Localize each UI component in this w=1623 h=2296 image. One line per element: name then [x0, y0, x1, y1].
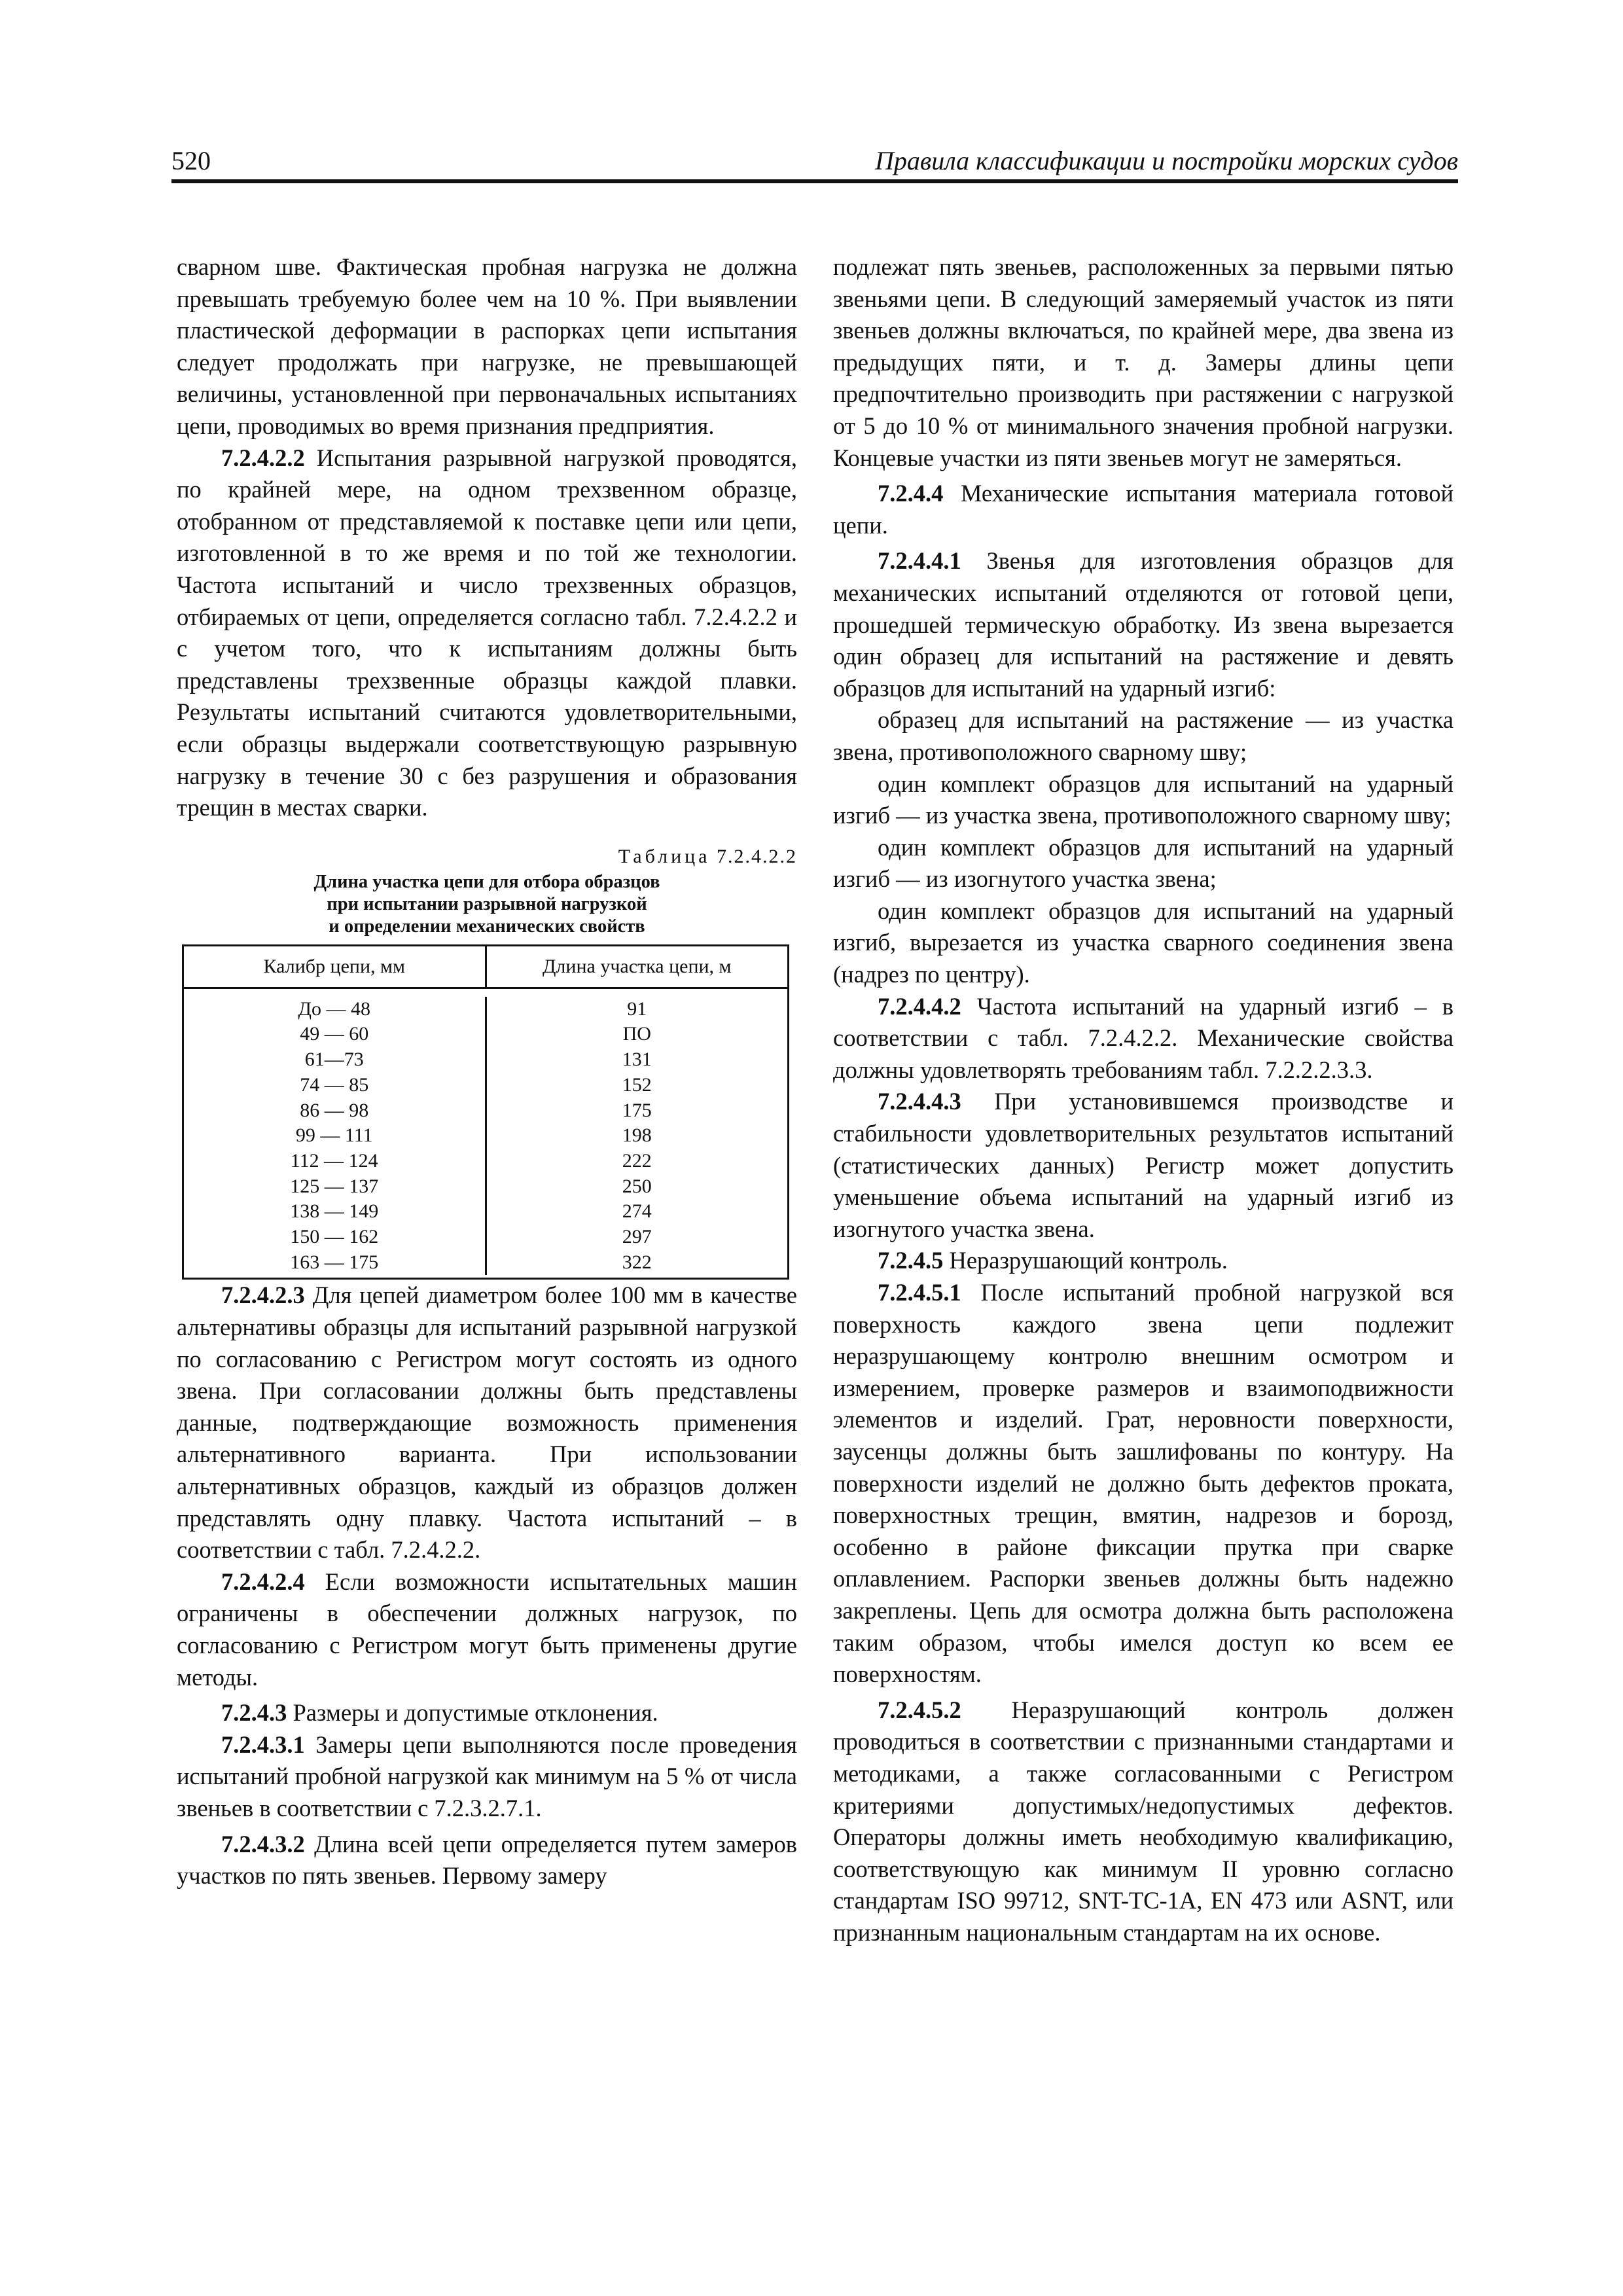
section-number: 7.2.4.2.2: [221, 444, 305, 471]
section-number: 7.2.4.5.2: [878, 1696, 961, 1723]
page-number: 520: [171, 146, 211, 175]
paragraph-7-2-4-4-2: [833, 991, 1454, 1086]
table-cell: 131: [622, 1049, 652, 1071]
table-cell: 91: [627, 997, 647, 1020]
paragraph-text: Неразрушающий контроль.: [949, 1247, 1228, 1274]
paragraph-text: Длина всей цепи определяется путем замеров участков по пять звеньев. Первому замеру: [177, 1830, 797, 1890]
table-cell: 112 — 124: [290, 1149, 378, 1172]
right-column: [833, 251, 1454, 1948]
paragraph-text: один комплект образцов для испытаний на ударный изгиб, вырезается из участка сварного соединения звена (надрез по центру).: [833, 897, 1454, 988]
column-header-caliber: Калибр цепи, мм: [184, 946, 487, 987]
paragraph-continued: [177, 251, 797, 442]
paragraph-7-2-4-3: [177, 1697, 797, 1729]
paragraph-7-2-4-4-3: [833, 1086, 1454, 1245]
section-number: 7.2.4.2.4: [221, 1568, 305, 1595]
table-cell: До — 48: [298, 997, 370, 1020]
paragraph-text: сварном шве. Фактическая пробная нагрузка не должна превышать требуемую более чем на 10 %. При выявлении пластической деформации в распорках цепи испытания следует продолжать при нагрузке, не превышающей величины, установленной при первоначальных испытаниях цепи, проводимых во время признания предприятия.: [177, 253, 797, 439]
paragraph-7-2-4-5: [833, 1245, 1454, 1277]
table-label: [177, 845, 797, 869]
table-7-2-4-2-2: [177, 845, 797, 1280]
paragraph-text: При установившемся производстве и стабильности удовлетворительных результатов испытаний (статистических данных) Регистр может допустить уменьшение объема испытаний на ударный изгиб из изогнутого участка звена.: [833, 1088, 1454, 1242]
paragraph-7-2-4-4-1: [833, 545, 1454, 704]
section-number: 7.2.4.4.3: [878, 1088, 961, 1115]
paragraph-text: Размеры и допустимые отклонения.: [293, 1699, 658, 1727]
table-cell: 138 — 149: [290, 1200, 379, 1223]
table-cell: 99 — 111: [295, 1124, 373, 1147]
paragraph-text: подлежат пять звеньев, расположенных за первыми пятью звеньями цепи. В следующий замеряемый участок из пяти звеньев должны включаться, по крайней мере, два звена из предыдущих пяти, и т. д. Замеры длины цепи предпочтительно производить при растяжении с нагрузкой от 5 до 10 % от минимального значения пробной нагрузки. Концевые участки из пяти звеньев могут не замеряться.: [833, 253, 1454, 471]
section-number: 7.2.4.4.1: [878, 547, 961, 575]
page-header: [171, 143, 1458, 183]
list-item-impact-bent: [833, 832, 1454, 895]
table-title: [177, 871, 797, 938]
table-title-line: и определении механических свойств: [329, 916, 645, 937]
paragraph-text: Частота испытаний на ударный изгиб – в соответствии с табл. 7.2.4.2.2. Механические свойства должны удовлетворять требованиям табл. 7.2.2.2.3.3.: [833, 992, 1454, 1083]
paragraph-7-2-4-2-2: [177, 442, 797, 824]
section-number: 7.2.4.2.3: [221, 1282, 305, 1309]
table-cell: 163 — 175: [290, 1251, 379, 1273]
column-header-length: Длина участка цепи, м: [542, 955, 732, 977]
table-cell: ПО: [622, 1023, 651, 1045]
paragraph-7-2-4-5-2: [833, 1695, 1454, 1949]
table-cell: 198: [622, 1124, 652, 1147]
table-title-line: Длина участка цепи для отбора образцов: [313, 871, 660, 892]
table-label-word: Таблица: [618, 845, 711, 867]
table-cell: 125 — 137: [290, 1175, 379, 1197]
table-cell: 74 — 85: [300, 1073, 369, 1096]
list-item-tensile: [833, 704, 1454, 768]
table-label-number: 7.2.4.2.2: [717, 845, 797, 867]
table-cell: 49 — 60: [300, 1023, 369, 1045]
table-cell: 250: [622, 1175, 652, 1197]
running-title: Правила классификации и постройки морских судов: [874, 146, 1458, 175]
paragraph-text: Механические испытания материала готовой цепи.: [833, 480, 1454, 539]
table-cell: 297: [622, 1226, 652, 1248]
paragraph-7-2-4-4: [833, 478, 1454, 541]
paragraph-text: После испытаний пробной нагрузкой вся поверхность каждого звена цепи подлежит неразрушающему контролю внешним осмотром и измерением, проверке размеров и взаимоподвижности элементов и изделий. Грат, неровности поверхности, заусенцы должны быть зашлифованы по контуру. На поверхности изделий не должно быть дефектов проката, поверхностных трещин, вмятин, надрезов и борозд, особенно в районе фиксации прутка при сварке оплавлением. Распорки звеньев должны быть надежно закреплены. Цепь для осмотра должна быть расположена таким образом, чтобы имелся доступ ко всем ее поверхностям.: [833, 1279, 1454, 1688]
length-column: [487, 997, 788, 1276]
paragraph-text: Для цепей диаметром более 100 мм в качестве альтернативы образцы для испытаний разрывной нагрузкой по согласованию с Регистром могут состоять из одного звена. При согласовании должны быть представлены данные, подтверждающие возможность применения альтернативного варианта. При использовании альтернативных образцов, каждый из образцов должен представлять одну плавку. Частота испытаний – в соответствии с табл. 7.2.4.2.2.: [177, 1282, 798, 1564]
table-cell: 152: [622, 1073, 652, 1096]
table-cell: 86 — 98: [300, 1099, 369, 1121]
data-table: [182, 944, 789, 1280]
table-cell: 274: [622, 1200, 652, 1223]
paragraph-7-2-4-2-4: [177, 1566, 797, 1693]
section-number: 7.2.4.5: [878, 1247, 944, 1274]
list-item-impact-weld: [833, 895, 1454, 991]
paragraph-7-2-4-5-1: [833, 1277, 1454, 1691]
table-title-line: при испытании разрывной нагрузкой: [327, 893, 647, 914]
paragraph-text: Если возможности испытательных машин ограничены в обеспечении должных нагрузок, по согласованию с Регистром могут быть применены другие методы.: [177, 1568, 797, 1691]
section-number: 7.2.4.4.2: [878, 992, 961, 1020]
table-header-row: [184, 946, 787, 989]
paragraph-text: один комплект образцов для испытаний на ударный изгиб — из изогнутого участка звена;: [833, 833, 1454, 893]
section-number: 7.2.4.3.1: [221, 1731, 305, 1758]
section-number: 7.2.4.4: [878, 480, 944, 507]
paragraph-text: образец для испытаний на растяжение — из участка звена, противоположного сварному шву;: [833, 706, 1454, 765]
paragraph-continued: [833, 251, 1454, 474]
section-number: 7.2.4.5.1: [878, 1279, 961, 1306]
list-item-impact-opposite: [833, 768, 1454, 832]
caliber-column: [184, 997, 487, 1276]
paragraph-7-2-4-3-1: [177, 1729, 797, 1825]
left-column: [177, 251, 797, 1892]
paragraph-7-2-4-3-2: [177, 1829, 797, 1892]
table-cell: 150 — 162: [290, 1226, 379, 1248]
table-cell: 222: [622, 1149, 652, 1172]
table-cell: 61—73: [304, 1049, 364, 1071]
table-body: [184, 989, 787, 1278]
section-number: 7.2.4.3: [221, 1699, 287, 1727]
paragraph-text: Звенья для изготовления образцов для механических испытаний отделяются от готовой цепи, прошедшей термическую обработку. Из звена вырезается один образец для испытаний на растяжение и девять образцов для испытаний на ударный изгиб:: [833, 547, 1454, 702]
table-cell: 322: [622, 1251, 652, 1273]
paragraph-7-2-4-2-3: [177, 1280, 797, 1566]
section-number: 7.2.4.3.2: [221, 1830, 305, 1857]
table-cell: 175: [622, 1099, 652, 1121]
paragraph-text: Замеры цепи выполняются после проведения испытаний пробной нагрузкой как минимум на 5 % от числа звеньев в соответствии с 7.2.3.2.7.1.: [177, 1731, 797, 1821]
paragraph-text: Неразрушающий контроль должен проводиться в соответствии с признанными стандартами и методиками, а также согласованными с Регистром критериями допустимых/недопустимых дефектов. Операторы должны иметь необходимую квалификацию, соответствующую как минимум II уровню согласно стандартам ISO 99712, SNT-TC-1A, EN 473 или ASNT, или признанным национальным стандартам на их основе.: [833, 1696, 1454, 1946]
paragraph-text: Испытания разрывной нагрузкой проводятся, по крайней мере, на одном трехзвенном образце, отобранном от представляемой к поставке цепи или цепи, изготовленной в то же время и по той же технологии. Частота испытаний и число трехзвенных образцов, отбираемых от цепи, определяется согласно табл. 7.2.4.2.2 и с учетом того, что к испытаниям должны быть представлены трехзвенные образцы каждой плавки. Результаты испытаний считаются удовлетворительными, если образцы выдержали соответствующую разрывную нагрузку в течение 30 с без разрушения и образования трещин в местах сварки.: [177, 444, 798, 821]
paragraph-text: один комплект образцов для испытаний на ударный изгиб — из участка звена, противоположного сварному шву;: [833, 770, 1454, 829]
